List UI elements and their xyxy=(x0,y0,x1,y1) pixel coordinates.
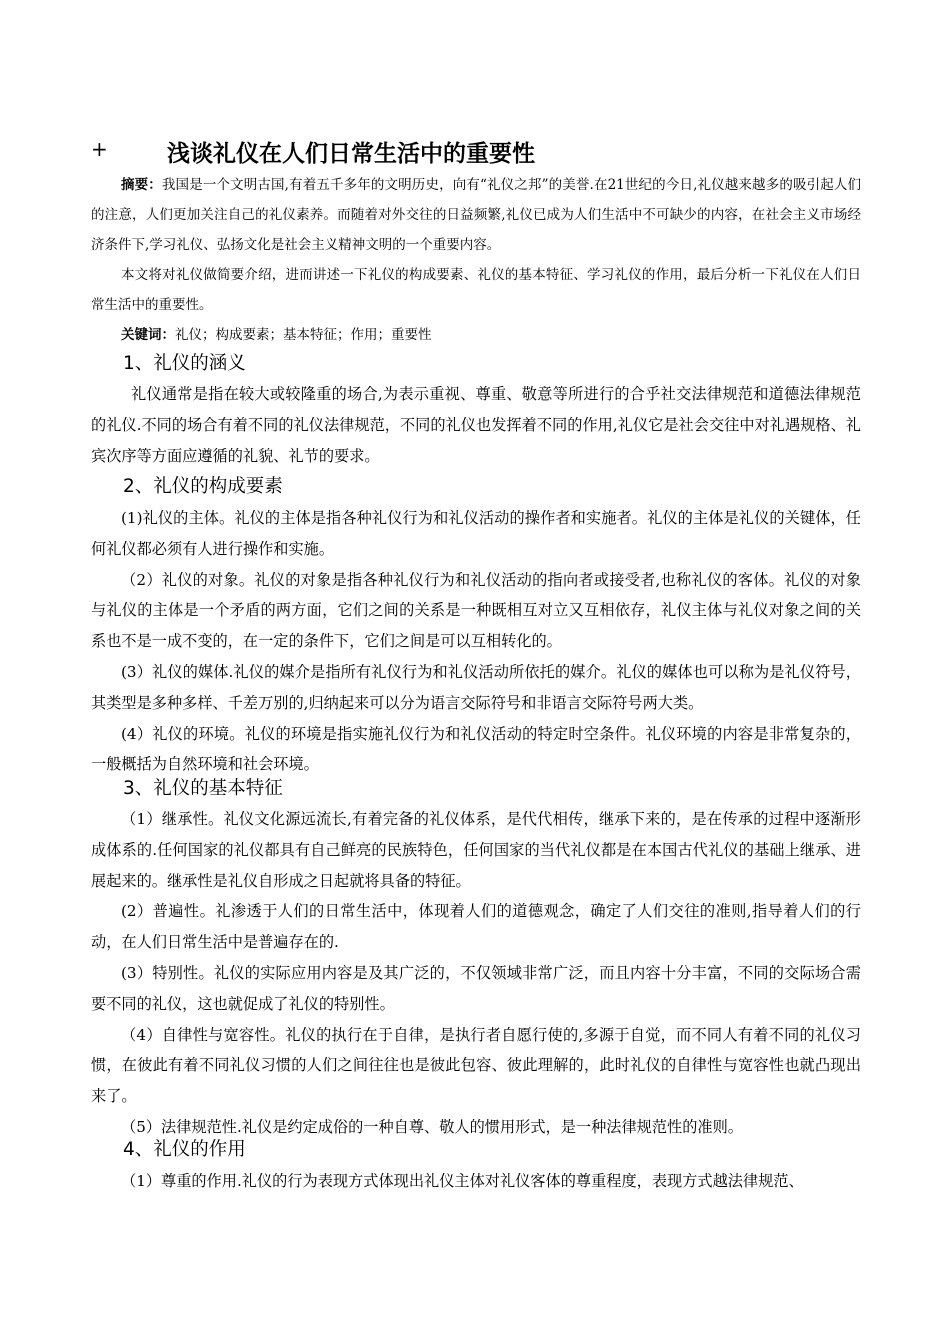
keywords-paragraph xyxy=(91,320,861,350)
section-heading-4: 4、礼仪的作用 xyxy=(123,1139,246,1160)
section-2-body xyxy=(91,503,861,780)
section-4-paragraph-1: （1）尊重的作用.礼仪的行为表现方式体现出礼仪主体对礼仪客体的尊重程度，表现方式越法律规范、 xyxy=(121,1172,804,1190)
section-3-paragraph-1: （1）继承性。礼仪文化源远流长,有着完备的礼仪体系，是代代相传，继承下来的，是在传承的过程中逐渐形成体系的.任何国家的礼仪都具有自己鲜亮的民族特色，任何国家的当代礼仪都是在本国古代礼仪的基础上继承、进展起来的。继承性是礼仪自形成之日起就将具备的特征。 xyxy=(91,810,861,890)
section-2-paragraph-2: （2）礼仪的对象。礼仪的对象是指各种礼仪行为和礼仪活动的指向者或接受者,也称礼仪的客体。礼仪的对象与礼仪的主体是一个矛盾的两方面，它们之间的关系是一种既相互对立又互相依存，礼仪主体与礼仪对象之间的关系也不是一成不变的，在一定的条件下，它们之间是可以互相转化的。 xyxy=(91,570,861,651)
section-heading-2: 2、礼仪的构成要素 xyxy=(123,476,283,497)
abstract-label: 摘要： xyxy=(121,177,162,193)
section-3-paragraph-3: (3）特别性。礼仪的实际应用内容是及其广泛的，不仅领域非常广泛，而且内容十分丰富，不同的交际场合需要不同的礼仪，这也就促成了礼仪的特别性。 xyxy=(91,963,861,1013)
abstract-block xyxy=(91,170,861,350)
section-2-paragraph-4: (4）礼仪的环境。礼仪的环境是指实施礼仪行为和礼仪活动的特定时空条件。礼仪环境的内容是非常复杂的，一般概括为自然环境和社会环境。 xyxy=(91,724,861,774)
section-3-body xyxy=(91,804,861,1143)
section-3-paragraph-2: (2）普遍性。礼渗透于人们的日常生活中，体现着人们的道德观念，确定了人们交往的准则,指导着人们的行动，在人们日常生活中是普遍存在的. xyxy=(91,902,861,952)
section-2-paragraph-1: (1)礼仪的主体。礼仪的主体是指各种礼仪行为和礼仪活动的操作者和实施者。礼仪的主体是礼仪的关键体，任何礼仪都必须有人进行操作和实施。 xyxy=(91,509,861,558)
section-heading-3: 3、礼仪的基本特征 xyxy=(123,778,283,799)
section-2-paragraph-3: (3）礼仪的媒体.礼仪的媒介是指所有礼仪行为和礼仪活动所依托的媒介。礼仪的媒体也可以称为是礼仪符号，其类型是多种多样、千差万别的,归纳起来可以分为语言交际符号和非语言交际符号两大类。 xyxy=(91,662,861,712)
document-title: 浅谈礼仪在人们日常生活中的重要性 xyxy=(167,141,535,167)
section-3-paragraph-4: （4）自律性与宽容性。礼仪的执行在于自律，是执行者自愿行使的,多源于自觉，而不同人有着不同的礼仪习惯，在彼此有着不同礼仪习惯的人们之间往往也是彼此包容、彼此理解的，此时礼仪的自律性与宽容性也就凸现出来了。 xyxy=(91,1025,861,1106)
section-1-body xyxy=(91,379,861,471)
title-plus-mark: + xyxy=(91,137,108,161)
section-heading-1: 1、礼仪的涵义 xyxy=(123,353,246,374)
abstract-paragraph-2: 本文将对礼仪做简要介绍，进而讲述一下礼仪的构成要素、礼仪的基本特征、学习礼仪的作用，最后分析一下礼仪在人们日常生活中的重要性。 xyxy=(91,267,861,313)
keywords-label: 关键词： xyxy=(121,327,175,343)
abstract-text: 我国是一个文明古国,有着五千多年的文明历史，向有“礼仪之邦”的美誉.在21世纪的今日,礼仪越来越多的吸引起人们的注意，人们更加关注自己的礼仪素养。而随着对外交往的日益频繁,礼仪已成为人们生活中不可缺少的内容，在社会主义市场经济条件下,学习礼仪、弘扬文化是社会主义精神文明的一个重要内容。 xyxy=(91,177,862,253)
section-1-paragraph-1: 礼仪通常是指在较大或较隆重的场合,为表示重视、尊重、敬意等所进行的合乎社交法律规范和道德法律规范的礼仪.不同的场合有着不同的礼仪法律规范，不同的礼仪也发挥着不同的作用,礼仪它是社会交往中对礼遇规格、礼宾次序等方面应遵循的礼貌、礼节的要求。 xyxy=(91,385,861,465)
keywords-text: 礼仪；构成要素；基本特征；作用；重要性 xyxy=(175,327,432,343)
section-4-body xyxy=(91,1166,861,1197)
section-3-paragraph-5: （5）法律规范性.礼仪是约定成俗的一种自尊、敬人的惯用形式，是一种法律规范性的准则。 xyxy=(121,1117,743,1136)
abstract-paragraph xyxy=(91,170,861,260)
